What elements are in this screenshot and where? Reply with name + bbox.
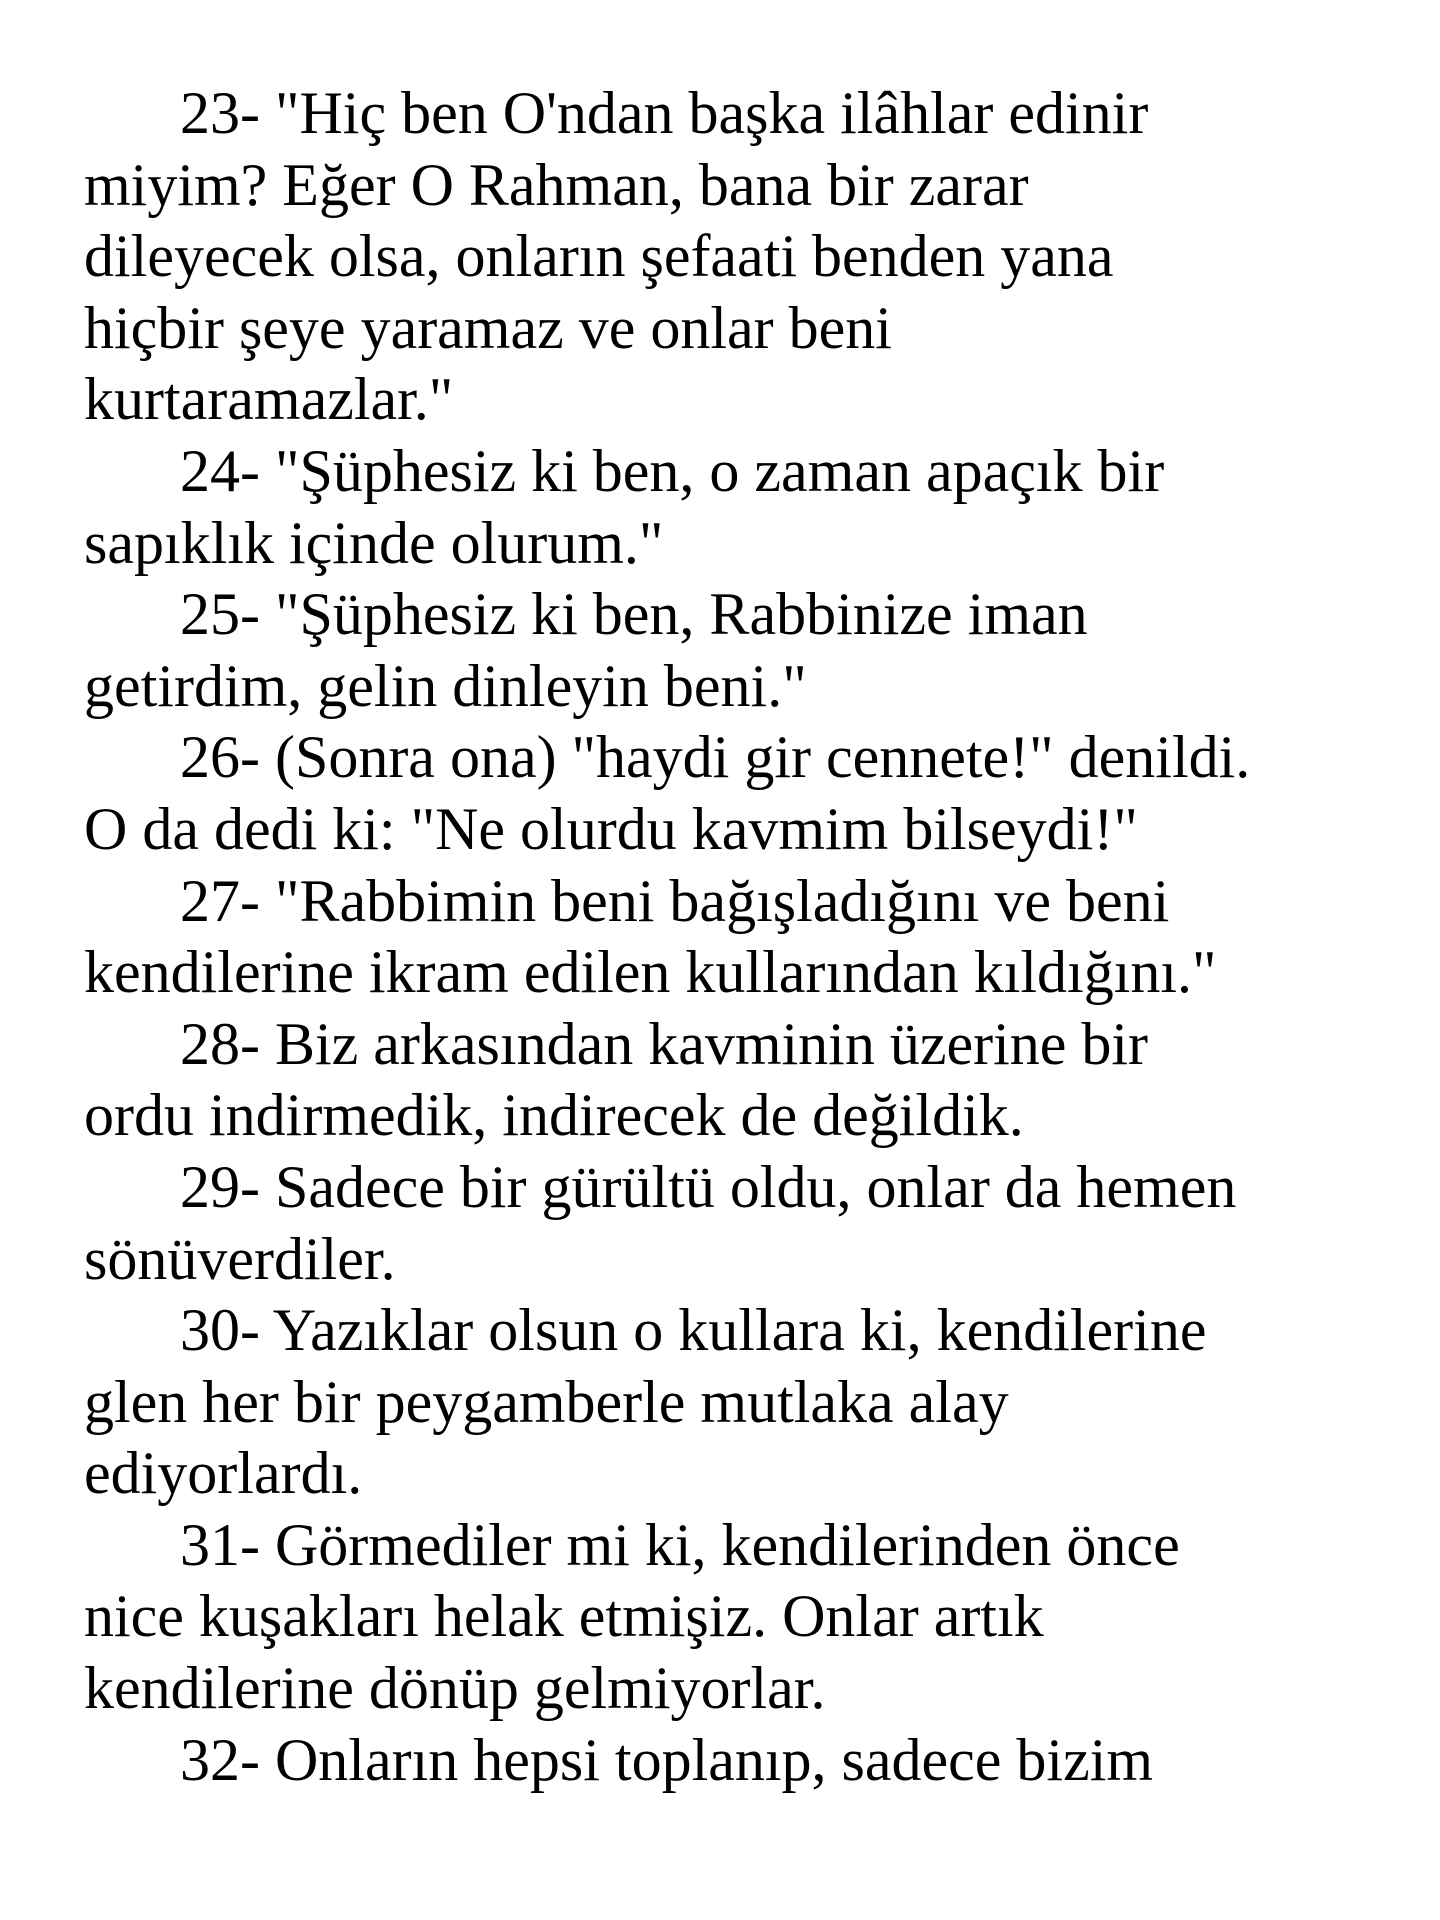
verse-31-line-3: kendilerine dönüp gelmiyorlar. [84,1655,826,1722]
verse-23-line-2: miyim? Eğer O Rahman, bana bir zarar [84,151,1029,218]
verse-23-line-1: 23- "Hiç ben O'ndan başka ilâhlar edinir [180,80,1149,146]
verse-30-line-2: glen her bir peygamberle mutlaka alay [84,1368,1009,1435]
verse-27-line-2: kendilerine ikram edilen kullarından kıldığını." [84,939,1217,1006]
verse-26-line-2: O da dedi ki: "Ne olurdu kavmim bilseydi!" [84,795,1138,862]
verse-32-line-1: 32- Onların hepsi toplanıp, sadece bizim [180,1726,1154,1793]
verse-25-line-1: 25- "Şüphesiz ki ben, Rabbinize iman [180,581,1088,648]
verse-24-line-2: sapıklık içinde olurum." [84,509,664,576]
verse-23-line-4: hiçbir şeye yaramaz ve onlar beni [84,294,892,361]
verse-28-line-1: 28- Biz arkasından kavminin üzerine bir [180,1010,1149,1077]
verse-26-line-1: 26- (Sonra ona) "haydi gir cennete!" denildi. [180,724,1251,791]
verse-23-line-3: dileyecek olsa, onların şefaati benden yana [84,223,1114,290]
verse-28-line-2: ordu indirmedik, indirecek de değildik. [84,1082,1024,1149]
verse-24-line-1: 24- "Şüphesiz ki ben, o zaman apaçık bir [180,437,1165,504]
verse-27-line-1: 27- "Rabbimin beni bağışladığını ve beni [180,867,1170,934]
verse-30-line-3: ediyorlardı. [84,1440,363,1507]
verse-31-line-2: nice kuşakları helak etmişiz. Onlar artık [84,1583,1044,1650]
verse-30-line-1: 30- Yazıklar olsun o kullara ki, kendilerine [180,1297,1207,1364]
verse-29-line-2: sönüverdiler. [84,1225,396,1292]
verse-29-line-1: 29- Sadece bir gürültü oldu, onlar da hemen [180,1153,1237,1220]
verse-text-block [84,78,1384,1796]
verse-23-line-5: kurtaramazlar." [84,366,454,433]
verse-25-line-2: getirdim, gelin dinleyin beni." [84,652,807,719]
verse-31-line-1: 31- Görmediler mi ki, kendilerinden önce [180,1511,1180,1578]
